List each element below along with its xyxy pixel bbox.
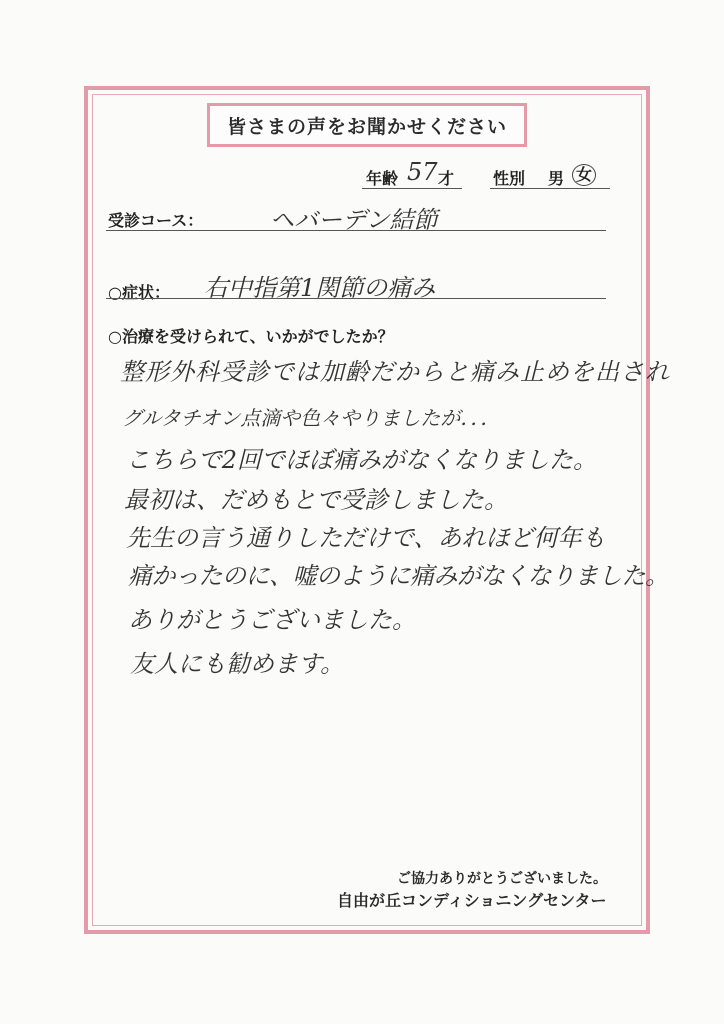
question-label: ○治療を受けられて、いかがでしたか？	[108, 327, 394, 346]
gender-male: 男	[548, 169, 565, 188]
answer-line-8: 友人にも勧めます。	[130, 650, 345, 678]
answer-line-4: 最初は、だめもとで受診しました。	[124, 486, 508, 514]
answer-line-1: 整形外科受診では加齢だからと痛み止めを出され	[120, 358, 670, 386]
age-unit: 才	[438, 169, 455, 188]
gender-underline	[490, 188, 610, 189]
age-label: 年齢	[366, 169, 399, 188]
course-label: 受診コース：	[108, 211, 204, 230]
symptom-label: ○症状：	[108, 283, 170, 302]
gender-label: 性別	[493, 169, 526, 188]
answer-line-6: 痛かったのに、嘘のように痛みがなくなりました。	[128, 562, 669, 590]
answer-line-7: ありがとうございました。	[128, 606, 416, 634]
answer-line-2: グルタチオン点滴や色々やりましたが．．．	[122, 406, 501, 430]
gender-female-circled: 女	[572, 164, 596, 186]
symptom-underline	[106, 298, 606, 299]
footer-thanks: ご協力ありがとうございました。	[397, 871, 607, 887]
symptom-value: 右中指第1関節の痛み	[204, 274, 436, 302]
form-title: 皆さまの声をお聞かせください	[207, 103, 527, 147]
age-value: 57	[407, 158, 438, 186]
footer-organization: 自由が丘コンディショニングセンター	[337, 891, 607, 910]
course-underline	[106, 230, 606, 231]
course-value: ヘバーデン結節	[270, 206, 438, 234]
answer-line-5: 先生の言う通りしただけで、あれほど何年も	[126, 524, 606, 552]
age-underline	[362, 188, 462, 189]
answer-line-3: こちらで2回でほぼ痛みがなくなりました。	[126, 446, 598, 474]
